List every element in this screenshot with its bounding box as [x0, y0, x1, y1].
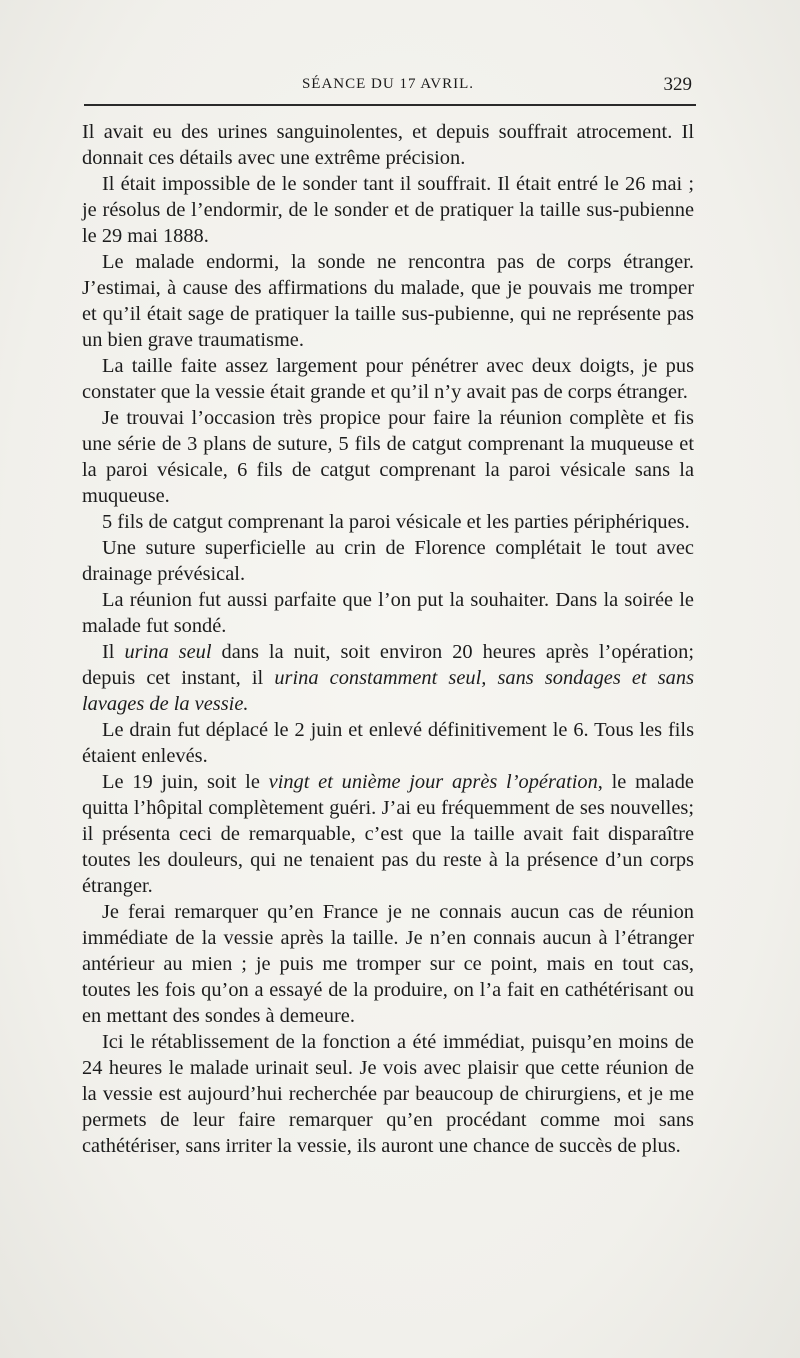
paragraph [82, 535, 694, 587]
paragraph [82, 899, 694, 1029]
paragraph [82, 171, 694, 249]
italic-text: urina seul [124, 641, 212, 663]
italic-text: urina constamment seul, sans sondages et sans lavages de la vessie. [82, 667, 694, 715]
paragraph [82, 353, 694, 405]
paragraph [82, 639, 694, 717]
paragraph-text: La réunion fut aussi parfaite que l’on put la souhaiter. Dans la soirée le malade fut sondé. [82, 589, 694, 637]
paragraph [82, 587, 694, 639]
paragraph-text: Il [102, 641, 125, 663]
page-header [82, 72, 694, 98]
paragraph [82, 119, 694, 171]
paragraph-text: Le drain fut déplacé le 2 juin et enlevé définitivement le 6. Tous les fils étaient enlevés. [82, 719, 694, 767]
paragraph-text: Je trouvai l’occasion très propice pour faire la réunion complète et fis une série de 3 plans de suture, 5 fils de catgut comprenant la muqueuse et la paroi vésicale, 6 fils de catgut comprenant la paroi vésicale sans la muqueuse. [82, 407, 694, 507]
running-head: SÉANCE DU 17 AVRIL. [301, 76, 475, 92]
paragraph-text: , le malade quitta l’hôpital complètement guéri. J’ai eu fréquemment de ses nouvelles; il présenta ceci de remarquable, c’est que la taille avait fait disparaître toutes les douleurs, qui ne tenaient pas du reste à la présence d’un corps étranger. [82, 771, 694, 897]
body-text [82, 119, 694, 1159]
paragraph-text: dans la nuit, soit environ 20 heures après l’opération; depuis cet instant, il [82, 641, 694, 689]
paragraph-text: Le 19 juin, soit le [102, 771, 269, 793]
paragraph-text: Il avait eu des urines sanguinolentes, et depuis souffrait atrocement. Il donnait ces détails avec une extrême précision. [82, 121, 694, 169]
paragraph-text: La taille faite assez largement pour pénétrer avec deux doigts, je pus constater que la vessie était grande et qu’il n’y avait pas de corps étranger. [82, 355, 694, 403]
italic-text: vingt et unième jour après l’opération [268, 771, 598, 793]
paragraph [82, 405, 694, 509]
paragraph-text: Ici le rétablissement de la fonction a été immédiat, puisqu’en moins de 24 heures le malade urinait seul. Je vois avec plaisir que cette réunion de la vessie est aujourd’hui recherchée par beaucoup de chirurgiens, et je me permets de leur faire remarquer qu’en procédant comme moi sans cathétériser, sans irriter la vessie, ils auront une chance de succès de plus. [82, 1031, 694, 1157]
paragraph-text: Le malade endormi, la sonde ne rencontra pas de corps étranger. J’estimai, à cause des affirmations du malade, que je pouvais me tromper et qu’il était sage de pratiquer la taille sus-pubienne, qui ne représente pas un bien grave traumatisme. [82, 251, 694, 351]
paragraph [82, 769, 694, 899]
page-number: 329 [663, 74, 692, 95]
paragraph [82, 1029, 694, 1159]
paragraph [82, 717, 694, 769]
paragraph-text: Une suture superficielle au crin de Florence complétait le tout avec drainage prévésical. [82, 537, 694, 585]
header-rule [84, 104, 696, 106]
paragraph [82, 249, 694, 353]
paragraph-text: Je ferai remarquer qu’en France je ne connais aucun cas de réunion immédiate de la vessie après la taille. Je n’en connais aucun à l’étranger antérieur au mien ; je puis me tromper sur ce point, mais en tout cas, toutes les fois qu’on a essayé de la produire, on l’a fait en cathétérisant ou en mettant des sondes à demeure. [82, 901, 694, 1027]
paragraph [82, 509, 694, 535]
paragraph-text: 5 fils de catgut comprenant la paroi vésicale et les parties périphériques. [102, 511, 690, 533]
paragraph-text: Il était impossible de le sonder tant il souffrait. Il était entré le 26 mai ; je résolus de l’endormir, de le sonder et de pratiquer la taille sus-pubienne le 29 mai 1888. [82, 173, 694, 247]
